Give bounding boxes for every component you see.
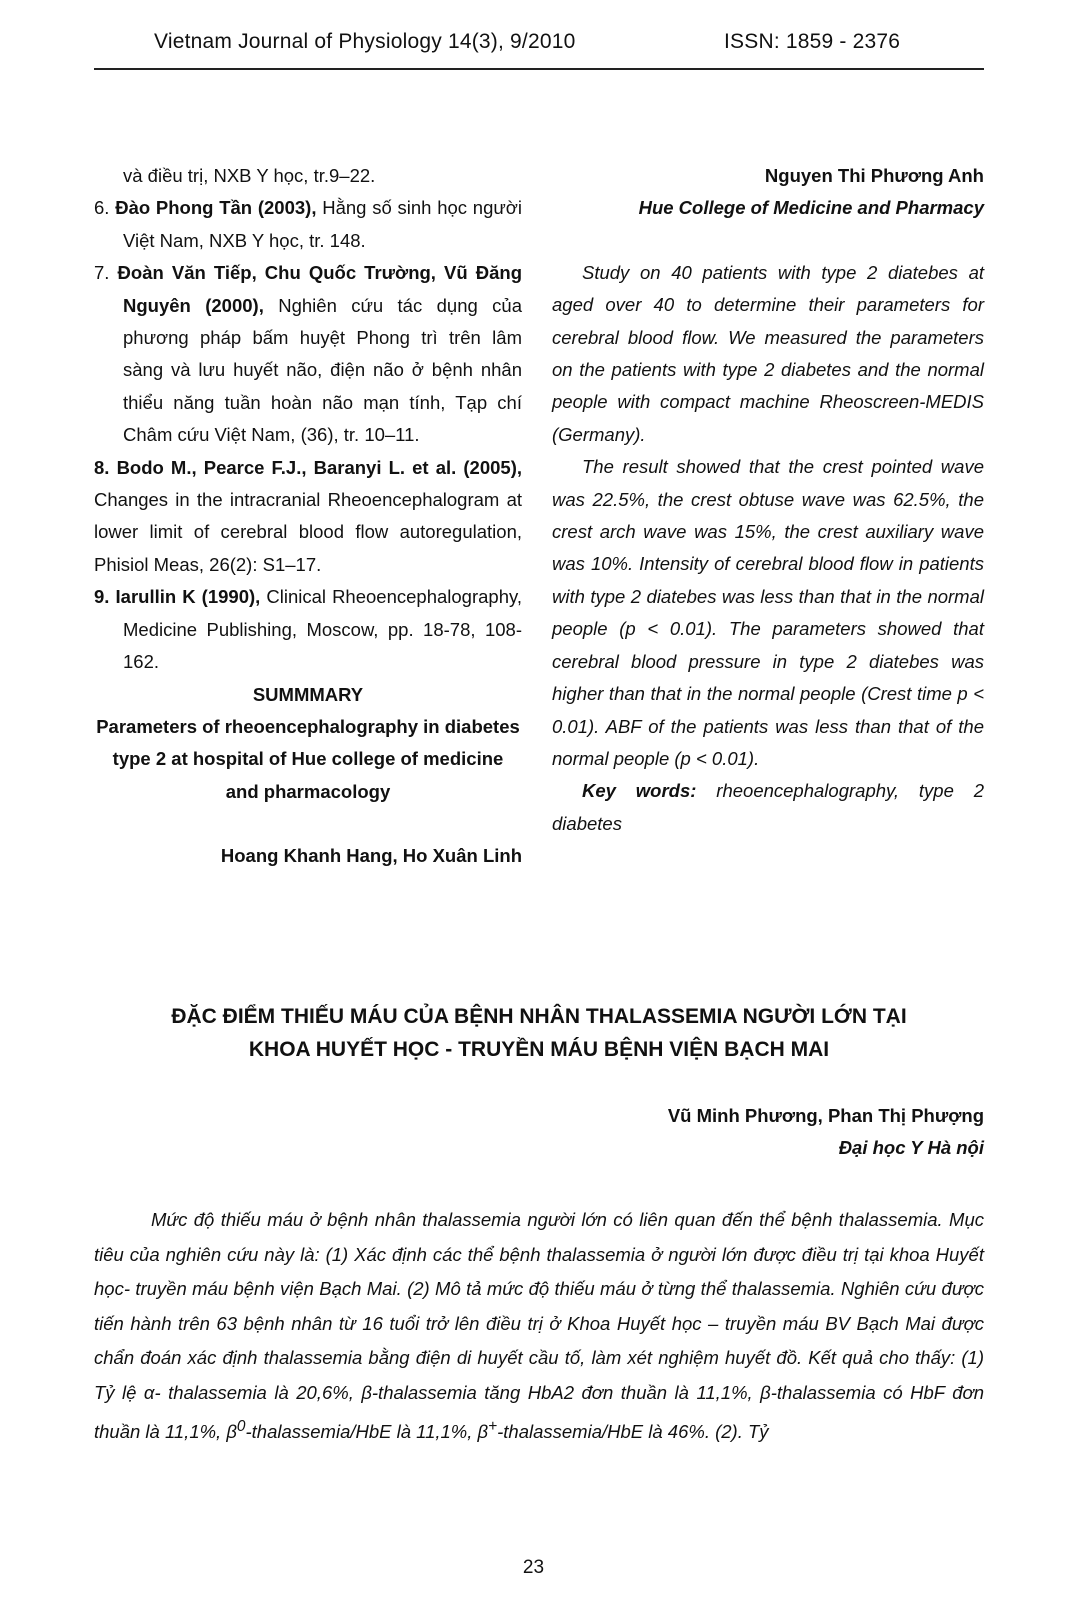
abstract-paragraph-2: The result showed that the crest pointed wave was 22.5%, the crest obtuse wave was 62.5%, the crest arch wave was 15%, the crest auxiliary wave was 10%. Intensity of cerebral blood flow in patients with type 2 diatebes was less than that in the normal people (p < 0.01). The parameters showed that cerebral blood pressure in type 2 diatebes was higher than that in the normal people (Crest time p < 0.01). ABF of the patients was less than that of the normal people (p < 0.01).: [552, 456, 984, 769]
reference-authors: Đoàn Văn Tiếp, Chu Quốc Trường, Vũ Đăng Nguyên (2000),: [117, 262, 523, 316]
reference-7: 7. Đoàn Văn Tiếp, Chu Quốc Trường, Vũ Đăng Nguyên (2000), Nghiên cứu tác dụng của phương pháp bấm huyệt Phong trì trên lâm sàng và lưu huyết não, điện não ở bệnh nhân thiểu năng tuần hoàn não mạn tính, Tạp chí Châm cứu Việt Nam, (36), tr. 10–11.: [94, 262, 523, 446]
keywords: Key words: rheoencephalography, type 2 diabetes: [552, 780, 984, 834]
summary-title: Parameters of rheoencephalography in diabetes type 2 at hospital of Hue college of medicine and pharmacology: [96, 715, 520, 802]
right-column: [552, 160, 984, 840]
left-column: [94, 160, 522, 873]
page-number: 23: [522, 1557, 545, 1578]
summary-author: Nguyen Thi Phương Anh: [764, 165, 984, 186]
abstract-paragraph-1: Study on 40 patients with type 2 diatebes at aged over 40 to determine their parameters for cerebral blood flow. We measured the parameters on the patients with type 2 diabetes and the normal people with compact machine Rheoscreen-MEDIS (Germany).: [552, 261, 984, 445]
reference-authors: Iarullin K (1990),: [115, 586, 261, 608]
reference-authors: Bodo M., Pearce F.J., Baranyi L. et al. (2005),: [116, 456, 523, 478]
article-abstract: Mức độ thiếu máu ở bệnh nhân thalassemia người lớn có liên quan đến thể bệnh thalassemia. Mục tiêu của nghiên cứu này là: (1) Xác định các thể bệnh thalassemia ở người lớn được điều trị tại khoa Huyết học- truyền máu bệnh viện Bạch Mai. (2) Mô tả mức độ thiếu máu ở từng thể thalassemia. Nghiên cứu được tiến hành trên 63 bệnh nhân từ 16 tuổi trở lên điều trị ở Khoa Huyết học – truyền máu BV Bạch Mai được chẩn đoán xác định thalassemia bằng điện di huyết cầu tố, làm xét nghiệm huyết đồ. Kết quả cho thấy: (1) Tỷ lệ α- thalassemia là 20,6%, β-thalassemia tăng HbA2 đơn thuần là 11,1%, β-thalassemia có HbF đơn thuần là 11,1%, $\beta^0-thalassemia$/HbE là 11,1%, β+-thalassemia/HbE là 46%. (2). Tỷ: [94, 1209, 984, 1443]
journal-name: Vietnam Journal of Physiology 14(3), 9/2010: [154, 30, 576, 53]
article-authors: Vũ Minh Phương, Phan Thị Phượng: [667, 1105, 984, 1126]
reference-6: 6. Đào Phong Tần (2003), Hằng số sinh học người Việt Nam, NXB Y học, tr. 148.: [94, 197, 523, 251]
summary-authors: Hoang Khanh Hang, Ho Xuân Linh: [220, 845, 522, 867]
issn: ISSN: 1859 - 2376: [724, 30, 901, 53]
reference-authors: Đào Phong Tần (2003),: [115, 197, 317, 219]
article-affiliation: Đại học Y Hà nội: [838, 1137, 984, 1158]
summary-affiliation: Hue College of Medicine and Pharmacy: [638, 197, 984, 219]
keywords-label: Key words:: [582, 780, 697, 802]
reference-8: 8. Bodo M., Pearce F.J., Baranyi L. et al. (2005), Changes in the intracranial Rheoencephalogram at lower limit of cerebral blood flow autoregulation, Phisiol Meas, 26(2): S1–17.: [94, 456, 523, 575]
article-authors-block: [94, 1100, 984, 1164]
ref-5-tail: và điều trị, NXB Y học, tr.9–22.: [123, 165, 376, 186]
summary-heading: SUMMMARY: [252, 683, 364, 705]
header-rule: [94, 68, 984, 70]
article-title: ĐẶC ĐIỂM THIẾU MÁU CỦA BỆNH NHÂN THALASSEMIA NGƯỜI LỚN TẠI KHOA HUYẾT HỌC - TRUYỀN MÁU BỆNH VIỆN BẠCH MAI: [171, 1005, 907, 1061]
reference-9: 9. Iarullin K (1990), Clinical Rheoencephalography, Medicine Publishing, Moscow, pp. 18-78, 108-162.: [94, 586, 523, 673]
